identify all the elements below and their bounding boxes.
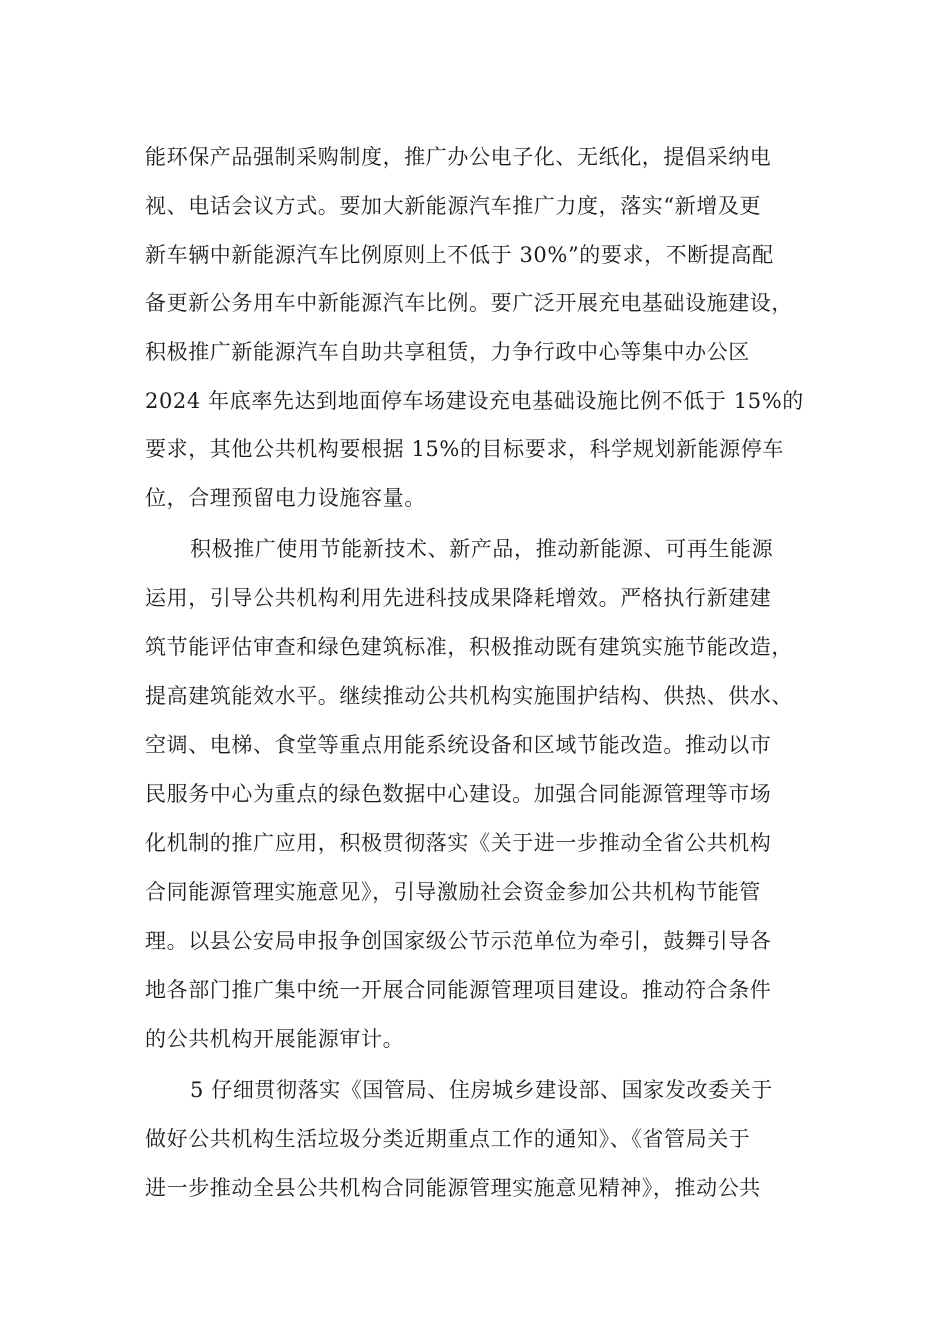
paragraph-2-line-7: 化机制的推广应用，积极贯彻落实《关于进一步推动全省公共机构 [145,831,772,855]
paragraph-2-line-4: 提高建筑能效水平。继续推动公共机构实施围护结构、供热、供水、 [145,684,793,708]
paragraph-2-line-6: 民服务中心为重点的绿色数据中心建设。加强合同能源管理等市场 [145,782,772,806]
paragraph-2-line-3: 筑节能评估审查和绿色建筑标准，积极推动既有建筑实施节能改造， [145,635,793,659]
paragraph-3-line-2: 做好公共机构生活垃圾分类近期重点工作的通知》、《省管局关于 [145,1127,751,1151]
paragraph-2-line-10: 地各部门推广集中统一开展合同能源管理项目建设。推动符合条件 [145,978,772,1002]
paragraph-2-line-11: 的公共机构开展能源审计。 [145,1027,405,1051]
paragraph-1-line-1: 能环保产品强制采购制度，推广办公电子化、无纸化，提倡采纳电 [145,145,772,169]
paragraph-2-line-5: 空调、电梯、食堂等重点用能系统设备和区域节能改造。推动以市 [145,733,772,757]
paragraph-2-line-9: 理。以县公安局申报争创国家级公节示范单位为牵引，鼓舞引导各 [145,929,772,953]
paragraph-1-line-4: 备更新公务用车中新能源汽车比例。要广泛开展充电基础设施建设， [145,291,793,315]
paragraph-1-line-7: 要求，其他公共机构要根据 15%的目标要求，科学规划新能源停车 [145,437,784,461]
paragraph-3-line-3: 进一步推动全县公共机构合同能源管理实施意见精神》，推动公共 [145,1176,761,1200]
paragraph-2-line-1: 积极推广使用节能新技术、新产品，推动新能源、可再生能源 [190,537,774,561]
paragraph-1-line-6: 2024 年底率先达到地面停车场建设充电基础设施比例不低于 15%的 [145,389,804,413]
paragraph-3-line-1: 5 仔细贯彻落实《国管局、住房城乡建设部、国家发改委关于 [190,1078,773,1102]
paragraph-2-line-8: 合同能源管理实施意见》，引导激励社会资金参加公共机构节能管 [145,880,761,904]
paragraph-1-line-3: 新车辆中新能源汽车比例原则上不低于 30%”的要求，不断提高配 [145,243,774,267]
paragraph-1-line-5: 积极推广新能源汽车自助共享租赁，力争行政中心等集中办公区 [145,340,750,364]
paragraph-2-line-2: 运用，引导公共机构利用先进科技成果降耗增效。严格执行新建建 [145,586,772,610]
paragraph-1-line-8: 位，合理预留电力设施容量。 [145,486,426,510]
paragraph-1-line-2: 视、电话会议方式。要加大新能源汽车推广力度，落实“新增及更 [145,194,762,218]
